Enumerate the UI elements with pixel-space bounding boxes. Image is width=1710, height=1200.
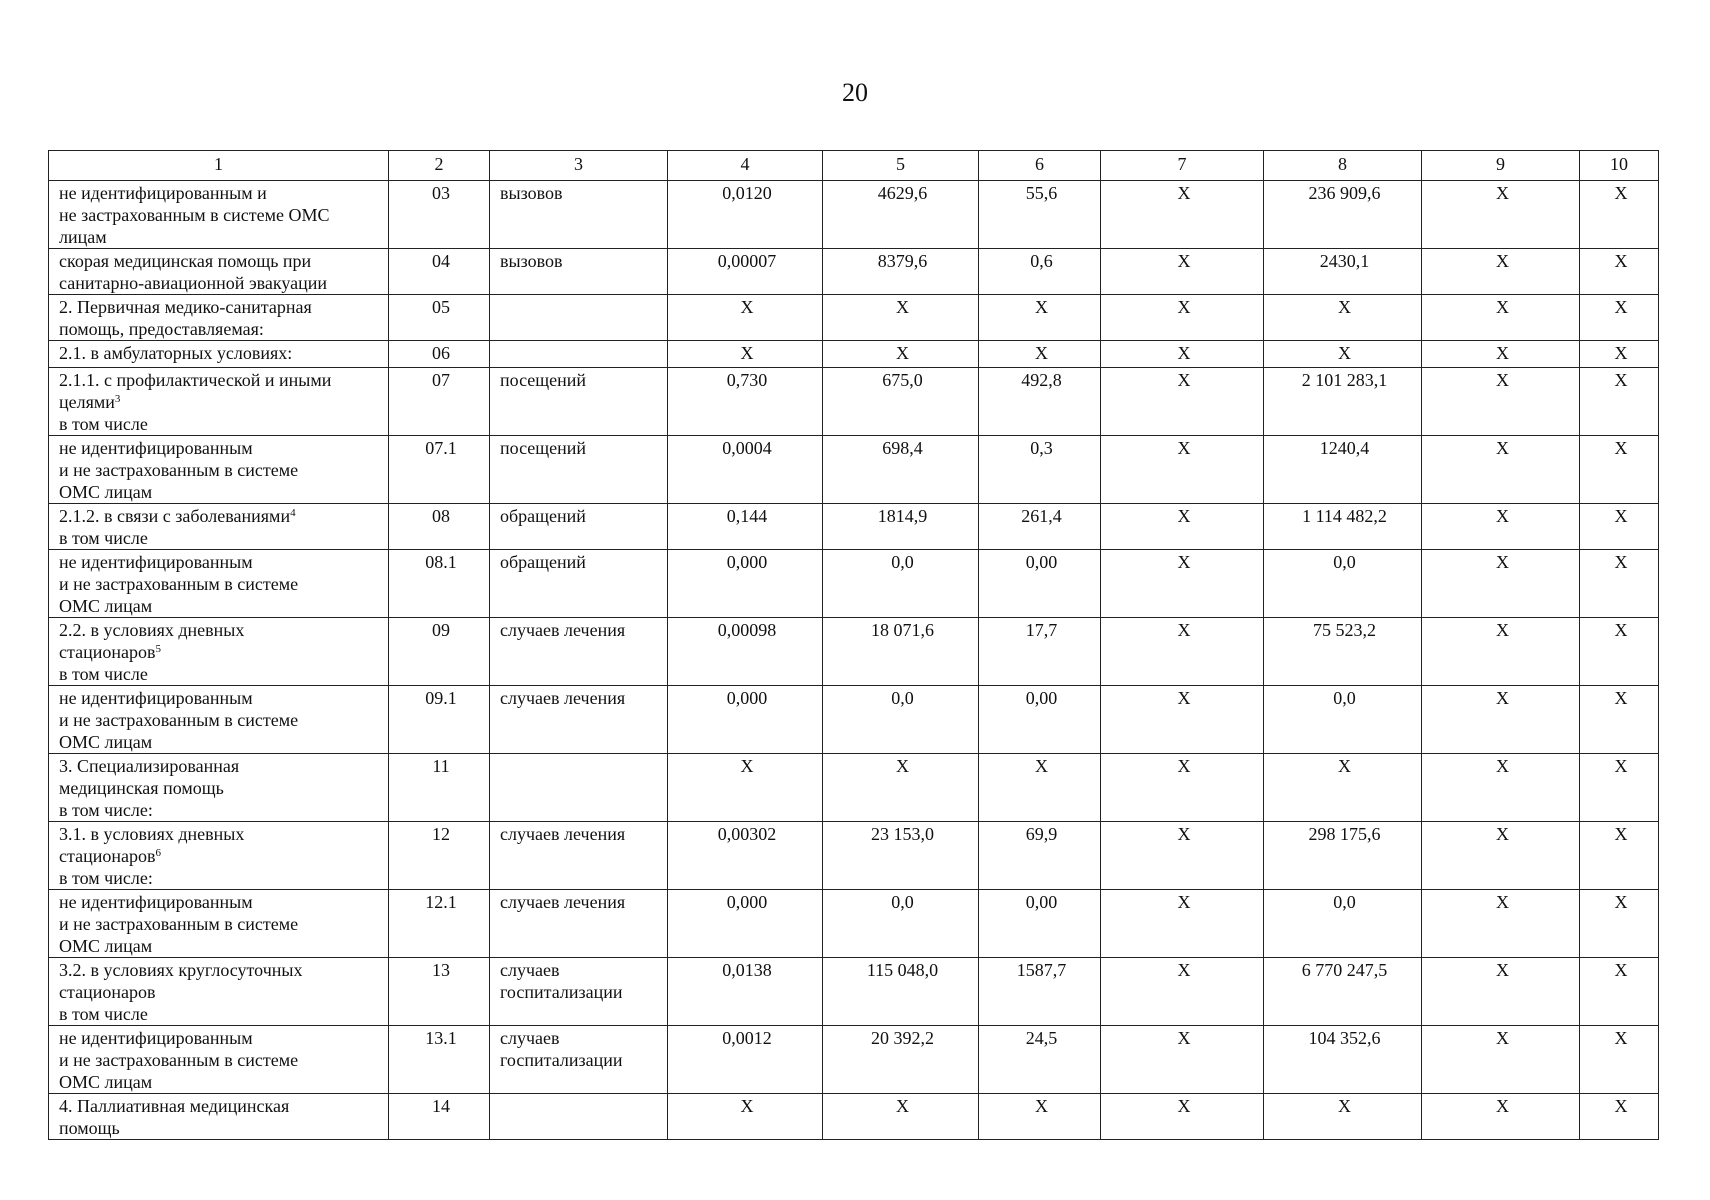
col4-cell: X <box>668 295 823 341</box>
table-row <box>49 618 1659 686</box>
row-unit-cell: случаев лечения <box>490 618 668 686</box>
col6-cell: 261,4 <box>979 504 1101 550</box>
col9-cell: X <box>1422 958 1580 1026</box>
col10-cell: X <box>1580 618 1659 686</box>
row-label-line: целями$^3$ <box>59 392 121 412</box>
row-code-cell: 07 <box>389 368 490 436</box>
row-unit-cell: случаев госпитализации <box>490 1026 668 1094</box>
row-label-line: ОМС лицам <box>59 936 153 956</box>
row-label-line: 4. Паллиативная медицинская <box>59 1096 290 1116</box>
col6-cell: X <box>979 1094 1101 1140</box>
row-label-cell <box>49 436 389 504</box>
row-label-line: лицам <box>59 227 107 247</box>
row-label-line: не идентифицированным <box>59 892 253 912</box>
col6-cell: 0,00 <box>979 890 1101 958</box>
row-code-cell: 06 <box>389 341 490 368</box>
row-label-cell <box>49 181 389 249</box>
col9-cell: X <box>1422 754 1580 822</box>
row-label-line: ОМС лицам <box>59 596 153 616</box>
row-label-line: стационаров$^5$ <box>59 642 161 662</box>
row-label-line: 2. Первичная медико-санитарная <box>59 297 312 317</box>
col7-cell: X <box>1101 890 1264 958</box>
row-label-line: в том числе: <box>59 868 153 888</box>
header-cell: 10 <box>1580 151 1659 181</box>
table-row <box>49 958 1659 1026</box>
row-label-line: не идентифицированным <box>59 552 253 572</box>
table-row <box>49 368 1659 436</box>
row-code-cell: 05 <box>389 295 490 341</box>
row-label-line: медицинская помощь <box>59 778 224 798</box>
col5-cell: X <box>823 295 979 341</box>
col8-cell: 104 352,6 <box>1264 1026 1422 1094</box>
row-label-cell <box>49 504 389 550</box>
col6-cell: X <box>979 295 1101 341</box>
col5-cell: 1814,9 <box>823 504 979 550</box>
col4-cell: X <box>668 341 823 368</box>
col5-cell: 0,0 <box>823 890 979 958</box>
row-code-cell: 09 <box>389 618 490 686</box>
row-code-cell: 12.1 <box>389 890 490 958</box>
header-cell: 2 <box>389 151 490 181</box>
col6-cell: 0,00 <box>979 686 1101 754</box>
row-label-line: и не застрахованным в системе <box>59 1050 299 1070</box>
footnote-marker: 4 <box>290 507 296 519</box>
row-label-cell <box>49 890 389 958</box>
col8-cell: X <box>1264 1094 1422 1140</box>
row-unit-cell <box>490 341 668 368</box>
col8-cell: 2430,1 <box>1264 249 1422 295</box>
col8-cell: 0,0 <box>1264 550 1422 618</box>
row-code-cell: 07.1 <box>389 436 490 504</box>
row-label-line: 3.2. в условиях круглосуточных <box>59 960 303 980</box>
row-label-line: не застрахованным в системе ОМС <box>59 205 330 225</box>
data-table <box>48 150 1659 1140</box>
row-label-line: 3.1. в условиях дневных <box>59 824 245 844</box>
table-row <box>49 436 1659 504</box>
row-unit-cell: вызовов <box>490 249 668 295</box>
header-cell: 7 <box>1101 151 1264 181</box>
table-row <box>49 341 1659 368</box>
row-label-cell <box>49 368 389 436</box>
row-label-line: в том числе <box>59 664 148 684</box>
col10-cell: X <box>1580 1026 1659 1094</box>
row-label-line: стационаров <box>59 982 156 1002</box>
footnote-marker: 3 <box>114 393 121 405</box>
col10-cell: X <box>1580 958 1659 1026</box>
row-label-line: в том числе <box>59 1004 148 1024</box>
col8-cell: 75 523,2 <box>1264 618 1422 686</box>
col9-cell: X <box>1422 618 1580 686</box>
row-code-cell: 11 <box>389 754 490 822</box>
col9-cell: X <box>1422 368 1580 436</box>
header-cell: 3 <box>490 151 668 181</box>
row-unit-cell: случаев лечения <box>490 686 668 754</box>
col5-cell: 4629,6 <box>823 181 979 249</box>
row-label-line: в том числе <box>59 528 148 548</box>
header-cell: 9 <box>1422 151 1580 181</box>
row-label-cell <box>49 686 389 754</box>
col4-cell: 0,144 <box>668 504 823 550</box>
col4-cell: 0,000 <box>668 686 823 754</box>
col9-cell: X <box>1422 890 1580 958</box>
col6-cell: 0,6 <box>979 249 1101 295</box>
row-label-line: ОМС лицам <box>59 1072 153 1092</box>
row-label-line: 2.1.1. с профилактической и иными <box>59 370 332 390</box>
col6-cell: 492,8 <box>979 368 1101 436</box>
row-label-cell <box>49 1094 389 1140</box>
col10-cell: X <box>1580 890 1659 958</box>
row-unit-cell <box>490 1094 668 1140</box>
row-code-cell: 13.1 <box>389 1026 490 1094</box>
col8-cell: 2 101 283,1 <box>1264 368 1422 436</box>
row-code-cell: 14 <box>389 1094 490 1140</box>
row-label-line: в том числе <box>59 414 148 434</box>
col5-cell: 0,0 <box>823 686 979 754</box>
col5-cell: 698,4 <box>823 436 979 504</box>
row-label-line: в том числе: <box>59 800 153 820</box>
col9-cell: X <box>1422 550 1580 618</box>
col9-cell: X <box>1422 295 1580 341</box>
col8-cell: 1240,4 <box>1264 436 1422 504</box>
header-cell: 5 <box>823 151 979 181</box>
col5-cell: 8379,6 <box>823 249 979 295</box>
row-label-cell <box>49 1026 389 1094</box>
col10-cell: X <box>1580 686 1659 754</box>
col4-cell: 0,730 <box>668 368 823 436</box>
row-unit-cell: посещений <box>490 436 668 504</box>
row-code-cell: 03 <box>389 181 490 249</box>
row-label-line: 2.1.2. в связи с заболеваниями$^4$ <box>59 506 296 526</box>
row-code-cell: 08.1 <box>389 550 490 618</box>
footnote-marker: 5 <box>155 643 161 655</box>
row-code-cell: 08 <box>389 504 490 550</box>
row-label-line: 3. Специализированная <box>59 756 240 776</box>
col5-cell: 18 071,6 <box>823 618 979 686</box>
table-row <box>49 550 1659 618</box>
col8-cell: 0,0 <box>1264 890 1422 958</box>
col4-cell: 0,000 <box>668 890 823 958</box>
row-label-line: скорая медицинская помощь при <box>59 251 312 271</box>
table-row <box>49 1026 1659 1094</box>
col7-cell: X <box>1101 686 1264 754</box>
col7-cell: X <box>1101 249 1264 295</box>
col4-cell: X <box>668 1094 823 1140</box>
row-label-cell <box>49 618 389 686</box>
col8-cell: X <box>1264 295 1422 341</box>
row-label-line: санитарно-авиационной эвакуации <box>59 273 328 293</box>
col4-cell: 0,00007 <box>668 249 823 295</box>
col4-cell: 0,0012 <box>668 1026 823 1094</box>
row-code-cell: 13 <box>389 958 490 1026</box>
col7-cell: X <box>1101 504 1264 550</box>
row-label-line: и не застрахованным в системе <box>59 460 299 480</box>
col8-cell: 236 909,6 <box>1264 181 1422 249</box>
table-row <box>49 181 1659 249</box>
col7-cell: X <box>1101 618 1264 686</box>
col7-cell: X <box>1101 1026 1264 1094</box>
row-unit-cell: случаев госпитализации <box>490 958 668 1026</box>
col4-cell: X <box>668 754 823 822</box>
row-label-line: ОМС лицам <box>59 482 153 502</box>
col6-cell: 17,7 <box>979 618 1101 686</box>
col6-cell: 1587,7 <box>979 958 1101 1026</box>
col5-cell: 0,0 <box>823 550 979 618</box>
col8-cell: 6 770 247,5 <box>1264 958 1422 1026</box>
col8-cell: 1 114 482,2 <box>1264 504 1422 550</box>
col4-cell: 0,0004 <box>668 436 823 504</box>
table-header-row <box>49 151 1659 181</box>
row-label-line: и не застрахованным в системе <box>59 914 299 934</box>
col7-cell: X <box>1101 958 1264 1026</box>
col6-cell: 55,6 <box>979 181 1101 249</box>
row-label-line: помощь, предоставляемая: <box>59 319 264 339</box>
col7-cell: X <box>1101 754 1264 822</box>
header-cell: 4 <box>668 151 823 181</box>
row-label-line: 2.2. в условиях дневных <box>59 620 245 640</box>
row-unit-cell: посещений <box>490 368 668 436</box>
row-label-cell <box>49 249 389 295</box>
row-label-line: и не застрахованным в системе <box>59 710 299 730</box>
row-unit-cell <box>490 295 668 341</box>
header-cell: 1 <box>49 151 389 181</box>
col4-cell: 0,00302 <box>668 822 823 890</box>
col9-cell: X <box>1422 249 1580 295</box>
row-label-cell <box>49 754 389 822</box>
row-label-line: 2.1. в амбулаторных условиях: <box>59 343 293 363</box>
col10-cell: X <box>1580 822 1659 890</box>
col10-cell: X <box>1580 550 1659 618</box>
col7-cell: X <box>1101 368 1264 436</box>
col6-cell: 69,9 <box>979 822 1101 890</box>
col7-cell: X <box>1101 1094 1264 1140</box>
col10-cell: X <box>1580 504 1659 550</box>
col8-cell: 0,0 <box>1264 686 1422 754</box>
col5-cell: 23 153,0 <box>823 822 979 890</box>
col10-cell: X <box>1580 181 1659 249</box>
col5-cell: X <box>823 1094 979 1140</box>
footnote-marker: 6 <box>155 847 161 859</box>
table-row <box>49 504 1659 550</box>
col10-cell: X <box>1580 368 1659 436</box>
row-label-line: не идентифицированным и <box>59 183 267 203</box>
header-cell: 6 <box>979 151 1101 181</box>
col9-cell: X <box>1422 686 1580 754</box>
row-unit-cell: вызовов <box>490 181 668 249</box>
row-code-cell: 12 <box>389 822 490 890</box>
col8-cell: 298 175,6 <box>1264 822 1422 890</box>
table-row <box>49 754 1659 822</box>
row-label-line: ОМС лицам <box>59 732 153 752</box>
col9-cell: X <box>1422 1026 1580 1094</box>
col9-cell: X <box>1422 1094 1580 1140</box>
row-unit-cell: обращений <box>490 550 668 618</box>
col5-cell: 20 392,2 <box>823 1026 979 1094</box>
col9-cell: X <box>1422 504 1580 550</box>
row-label-cell <box>49 822 389 890</box>
row-label-line: стационаров$^6$ <box>59 846 161 866</box>
col9-cell: X <box>1422 181 1580 249</box>
table-row <box>49 295 1659 341</box>
col7-cell: X <box>1101 436 1264 504</box>
row-unit-cell: случаев лечения <box>490 890 668 958</box>
col9-cell: X <box>1422 822 1580 890</box>
row-label-cell <box>49 550 389 618</box>
row-label-line: помощь <box>59 1118 120 1138</box>
col10-cell: X <box>1580 295 1659 341</box>
col10-cell: X <box>1580 1094 1659 1140</box>
col9-cell: X <box>1422 341 1580 368</box>
col4-cell: 0,0120 <box>668 181 823 249</box>
col7-cell: X <box>1101 341 1264 368</box>
row-label-line: не идентифицированным <box>59 688 253 708</box>
col8-cell: X <box>1264 754 1422 822</box>
col10-cell: X <box>1580 754 1659 822</box>
col9-cell: X <box>1422 436 1580 504</box>
col4-cell: 0,00098 <box>668 618 823 686</box>
header-cell: 8 <box>1264 151 1422 181</box>
col7-cell: X <box>1101 550 1264 618</box>
row-unit-cell <box>490 754 668 822</box>
col6-cell: 0,3 <box>979 436 1101 504</box>
page-number: 20 <box>842 78 868 107</box>
col7-cell: X <box>1101 181 1264 249</box>
col5-cell: 115 048,0 <box>823 958 979 1026</box>
row-code-cell: 04 <box>389 249 490 295</box>
col5-cell: X <box>823 754 979 822</box>
col4-cell: 0,0138 <box>668 958 823 1026</box>
col6-cell: X <box>979 754 1101 822</box>
row-unit-cell: случаев лечения <box>490 822 668 890</box>
col6-cell: X <box>979 341 1101 368</box>
col6-cell: 24,5 <box>979 1026 1101 1094</box>
row-label-cell <box>49 295 389 341</box>
row-label-line: не идентифицированным <box>59 438 253 458</box>
col4-cell: 0,000 <box>668 550 823 618</box>
row-code-cell: 09.1 <box>389 686 490 754</box>
row-label-cell <box>49 958 389 1026</box>
col5-cell: 675,0 <box>823 368 979 436</box>
row-unit-cell: обращений <box>490 504 668 550</box>
col10-cell: X <box>1580 249 1659 295</box>
table-row <box>49 249 1659 295</box>
col7-cell: X <box>1101 822 1264 890</box>
col7-cell: X <box>1101 295 1264 341</box>
col10-cell: X <box>1580 436 1659 504</box>
table-row <box>49 1094 1659 1140</box>
col8-cell: X <box>1264 341 1422 368</box>
row-label-line: не идентифицированным <box>59 1028 253 1048</box>
col10-cell: X <box>1580 341 1659 368</box>
col5-cell: X <box>823 341 979 368</box>
table-row <box>49 890 1659 958</box>
row-label-cell <box>49 341 389 368</box>
table-row <box>49 686 1659 754</box>
row-label-line: и не застрахованным в системе <box>59 574 299 594</box>
col6-cell: 0,00 <box>979 550 1101 618</box>
table-row <box>49 822 1659 890</box>
